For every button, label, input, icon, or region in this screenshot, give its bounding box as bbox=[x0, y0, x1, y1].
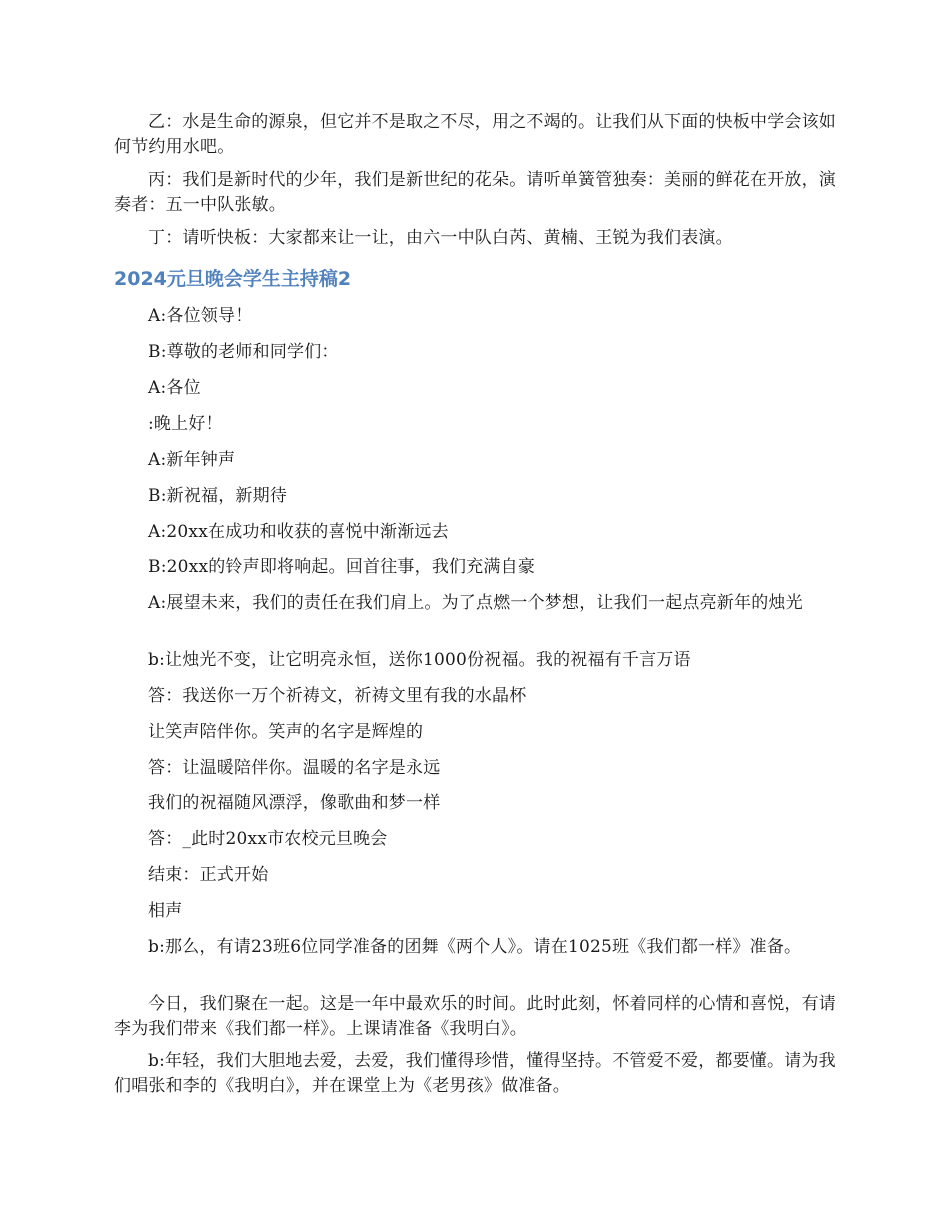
paragraph: 相声 bbox=[148, 901, 183, 921]
section-title: 2024元旦晚会学生主持稿2 bbox=[114, 268, 352, 290]
paragraph: 丙：我们是新时代的少年，我们是新世纪的花朵。请听单簧管独奏：美丽的鲜花在开放，演奏者：五一中队张敏。 bbox=[114, 170, 836, 215]
paragraph: A:20xx在成功和收获的喜悦中渐渐远去 bbox=[148, 522, 449, 542]
paragraph: 结束：正式开始 bbox=[148, 865, 269, 885]
paragraph: b:让烛光不变，让它明亮永恒，送你1000份祝福。我的祝福有千言万语 bbox=[148, 650, 691, 670]
paragraph: B:尊敬的老师和同学们： bbox=[148, 342, 339, 362]
paragraph: 答：让温暖陪伴你。温暖的名字是永远 bbox=[148, 758, 441, 778]
paragraph: A:各位领导！ bbox=[148, 306, 253, 326]
paragraph: 让笑声陪伴你。笑声的名字是辉煌的 bbox=[148, 722, 424, 742]
paragraph: :晚上好！ bbox=[148, 414, 223, 434]
paragraph: B:20xx的铃声即将响起。回首往事，我们充满自豪 bbox=[148, 557, 536, 577]
paragraph: 丁：请听快板：大家都来让一让，由六一中队白芮、黄楠、王锐为我们表演。 bbox=[148, 228, 733, 248]
paragraph: 今日，我们聚在一起。这是一年中最欢乐的时间。此时此刻，怀着同样的心情和喜悦，有请李为我们带来《我们都一样》。上课请准备《我明白》。 bbox=[114, 994, 836, 1039]
paragraph: A:各位 bbox=[148, 378, 201, 398]
paragraph: 乙：水是生命的源泉，但它并不是取之不尽，用之不竭的。让我们从下面的快板中学会该如何节约用水吧。 bbox=[114, 112, 836, 157]
paragraph: B:新祝福，新期待 bbox=[148, 486, 288, 506]
paragraph: 答：我送你一万个祈祷文，祈祷文里有我的水晶杯 bbox=[148, 686, 527, 706]
paragraph: 我们的祝福随风漂浮，像歌曲和梦一样 bbox=[148, 793, 441, 813]
paragraph: A:新年钟声 bbox=[148, 450, 236, 470]
paragraph: b:年轻，我们大胆地去爱，去爱，我们懂得珍惜，懂得坚持。不管爱不爱，都要懂。请为我们唱张和李的《我明白》，并在课堂上为《老男孩》做准备。 bbox=[114, 1051, 836, 1096]
paragraph: 答：_此时20xx市农校元旦晚会 bbox=[148, 829, 388, 849]
paragraph: A:展望未来，我们的责任在我们肩上。为了点燃一个梦想，让我们一起点亮新年的烛光 bbox=[148, 593, 803, 613]
paragraph: b:那么，有请23班6位同学准备的团舞《两个人》。请在1025班《我们都一样》准备。 bbox=[148, 937, 802, 957]
